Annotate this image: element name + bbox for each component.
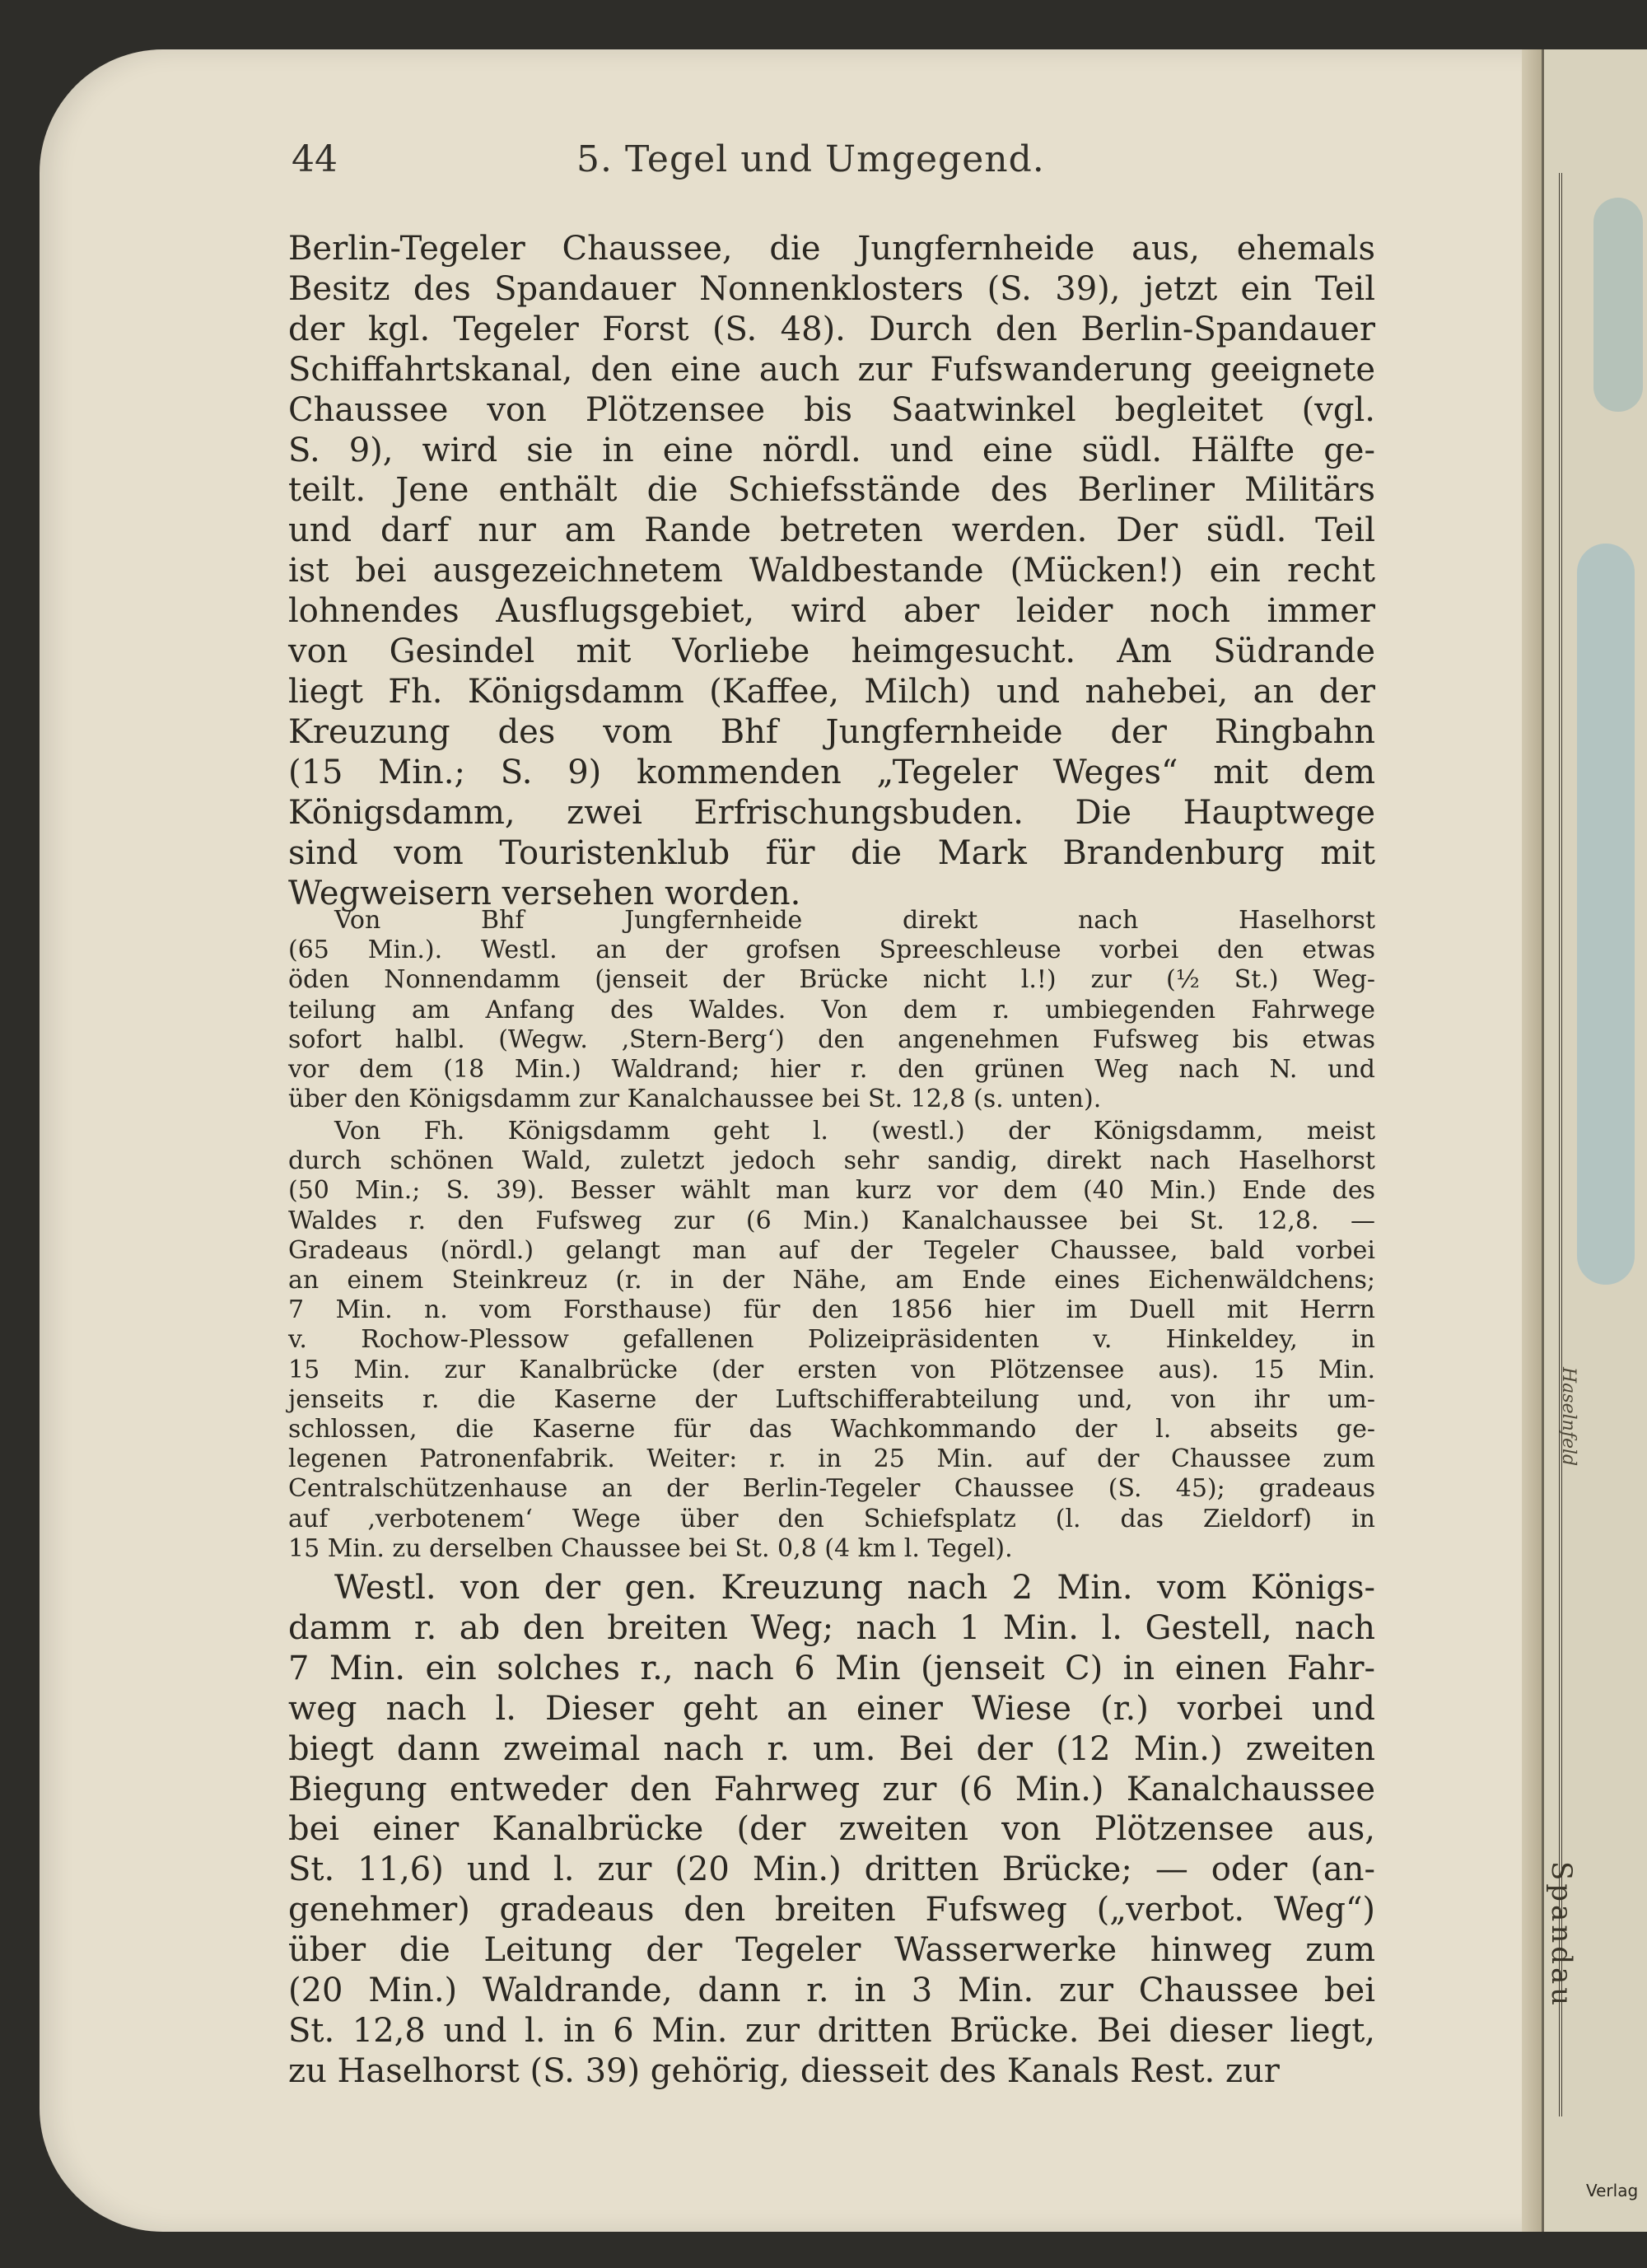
map-place-label: Spandau xyxy=(1545,1861,1578,2009)
text-line: 7 Min. n. vom Forsthause) für den 1856 hier im Duell mit Herrn xyxy=(288,1295,1375,1325)
text-line: und darf nur am Rande betreten werden. Der südl. Teil xyxy=(288,511,1375,550)
text-line: Schiffahrtskanal, den eine auch zur Fufswanderung geeignete xyxy=(288,350,1375,389)
text-line: St. 12,8 und l. in 6 Min. zur dritten Brücke. Bei dieser liegt, xyxy=(288,2011,1375,2050)
text-line: legenen Patronenfabrik. Weiter: r. in 25 Min. auf der Chaussee zum xyxy=(288,1444,1375,1474)
text-line: (50 Min.; S. 39). Besser wählt man kurz vor dem (40 Min.) Ende des xyxy=(288,1176,1375,1206)
text-line: teilt. Jene enthält die Schiefsstände des Berliner Militärs xyxy=(288,471,1375,510)
map-margin-label: Haselnfeld xyxy=(1558,1367,1579,1467)
text-line: Von Fh. Königsdamm geht l. (westl.) der Königsdamm, meist xyxy=(334,1117,1375,1146)
text-line: Von Bhf Jungfernheide direkt nach Haselhorst xyxy=(334,906,1375,935)
text-line: ist bei ausgezeichnetem Waldbestande (Mücken!) ein recht xyxy=(288,552,1375,590)
text-line: teilung am Anfang des Waldes. Von dem r. umbiegenden Fahrwege xyxy=(288,995,1375,1024)
main-text-block-2 xyxy=(288,1568,1375,2092)
text-line: sind vom Touristenklub für die Mark Brandenburg mit xyxy=(288,833,1375,872)
text-line: liegt Fh. Königsdamm (Kaffee, Milch) und nahebei, an der xyxy=(288,672,1375,711)
text-line: Besitz des Spandauer Nonnenklosters (S. 39), jetzt ein Teil xyxy=(288,269,1375,308)
text-line: Biegung entweder den Fahrweg zur (6 Min.) Kanalchaussee xyxy=(288,1770,1375,1808)
text-line: Berlin-Tegeler Chaussee, die Jungfernheide aus, ehemals xyxy=(288,230,1375,268)
running-title: 5. Tegel und Umgegend. xyxy=(576,138,1045,180)
page-header xyxy=(292,138,1362,196)
text-line: biegt dann zweimal nach r. um. Bei der (12 Min.) zweiten xyxy=(288,1729,1375,1768)
map-river xyxy=(1577,544,1635,1285)
text-line: damm r. ab den breiten Weg; nach 1 Min. l. Gestell, nach xyxy=(288,1608,1375,1647)
text-line: 7 Min. ein solches r., nach 6 Min (jenseit C) in einen Fahr- xyxy=(288,1649,1375,1687)
text-line: St. 11,6) und l. zur (20 Min.) dritten Brücke; — oder (an- xyxy=(288,1850,1375,1889)
map-lake xyxy=(1593,198,1643,412)
text-line: Chaussee von Plötzensee bis Saatwinkel begleitet (vgl. xyxy=(288,390,1375,429)
small-text-block-2 xyxy=(288,1117,1375,1564)
text-line: vor dem (18 Min.) Waldrand; hier r. den grünen Weg nach N. und xyxy=(288,1055,1375,1085)
text-line: jenseits r. die Kaserne der Luftschifferabteilung und, von ihr um- xyxy=(288,1384,1375,1414)
text-line: 15 Min. zur Kanalbrücke (der ersten von Plötzensee aus). 15 Min. xyxy=(288,1355,1375,1384)
text-line: auf ‚verbotenem‘ Wege über den Schiefsplatz (l. das Zieldorf) in xyxy=(288,1504,1375,1533)
text-line: der kgl. Tegeler Forst (S. 48). Durch den Berlin-Spandauer xyxy=(288,310,1375,348)
text-line: über die Leitung der Tegeler Wasserwerke hinweg zum xyxy=(288,1931,1375,1970)
text-line: Westl. von der gen. Kreuzung nach 2 Min. vom Königs- xyxy=(334,1569,1375,1607)
text-line: (65 Min.). Westl. an der grofsen Spreeschleuse vorbei den etwas xyxy=(288,936,1375,965)
text-line: lohnendes Ausflugsgebiet, wird aber leider noch immer xyxy=(288,592,1375,631)
text-line: durch schönen Wald, zuletzt jedoch sehr sandig, direkt nach Haselhorst xyxy=(288,1146,1375,1176)
text-line: Wegweisern versehen worden. xyxy=(288,874,801,912)
text-line: zu Haselhorst (S. 39) gehörig, diesseit des Kanals Rest. zur xyxy=(288,2051,1280,2090)
map-publisher-label: Verlag xyxy=(1586,2181,1639,2200)
text-line: Königsdamm, zwei Erfrischungsbuden. Die Hauptwege xyxy=(288,793,1375,832)
text-line: Gradeaus (nördl.) gelangt man auf der Tegeler Chaussee, bald vorbei xyxy=(288,1235,1375,1265)
text-line: weg nach l. Dieser geht an einer Wiese (r.) vorbei und xyxy=(288,1689,1375,1728)
page-edge xyxy=(1522,49,1542,2232)
text-line: (20 Min.) Waldrande, dann r. in 3 Min. zur Chaussee bei xyxy=(288,1972,1375,2010)
text-line: von Gesindel mit Vorliebe heimgesucht. Am Südrande xyxy=(288,632,1375,671)
text-line: an einem Steinkreuz (r. in der Nähe, am Ende eines Eichenwäldchens; xyxy=(288,1266,1375,1295)
text-line: 15 Min. zu derselben Chaussee bei St. 0,8 (4 km l. Tegel). xyxy=(288,1533,1013,1563)
text-line: Centralschützenhause an der Berlin-Tegeler Chaussee (S. 45); gradeaus xyxy=(288,1474,1375,1504)
text-line: über den Königsdamm zur Kanalchaussee bei St. 12,8 (s. unten). xyxy=(288,1085,1102,1114)
text-line: genehmer) gradeaus den breiten Fufsweg („verbot. Weg“) xyxy=(288,1891,1375,1930)
text-line: Kreuzung des vom Bhf Jungfernheide der Ringbahn xyxy=(288,712,1375,751)
text-line: sofort halbl. (Wegw. ‚Stern-Berg‘) den angenehmen Fufsweg bis etwas xyxy=(288,1024,1375,1054)
text-line: S. 9), wird sie in eine nördl. und eine südl. Hälfte ge- xyxy=(288,431,1375,469)
text-line: öden Nonnendamm (jenseit der Brücke nicht l.!) zur (½ St.) Weg- xyxy=(288,965,1375,995)
main-text-block-1 xyxy=(288,229,1375,913)
text-line: bei einer Kanalbrücke (der zweiten von Plötzensee aus, xyxy=(288,1810,1375,1849)
text-line: v. Rochow-Plessow gefallenen Polizeipräsidenten v. Hinkeldey, in xyxy=(288,1325,1375,1355)
page-number: 44 xyxy=(292,138,338,180)
small-text-block-1 xyxy=(288,906,1375,1114)
text-line: (15 Min.; S. 9) kommenden „Tegeler Weges“ mit dem xyxy=(288,753,1375,791)
text-line: Waldes r. den Fufsweg zur (6 Min.) Kanalchaussee bei St. 12,8. — xyxy=(288,1206,1375,1235)
text-line: schlossen, die Kaserne für das Wachkommando der l. abseits ge- xyxy=(288,1415,1375,1444)
